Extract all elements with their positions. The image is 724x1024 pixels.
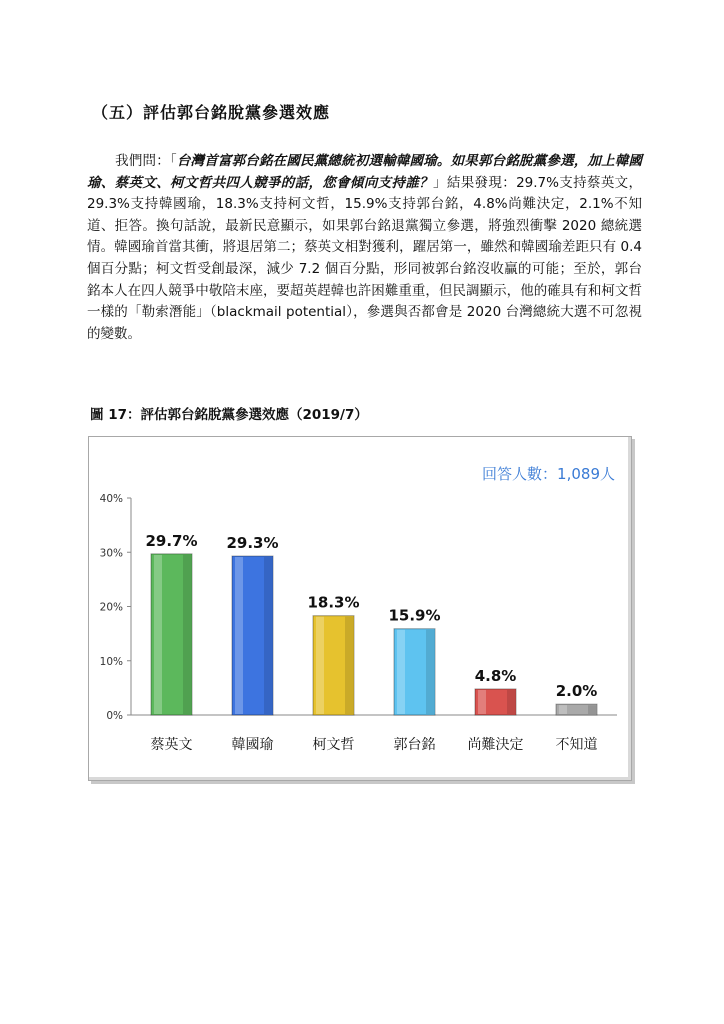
y-tick-label: 20%	[99, 601, 123, 614]
y-tick-label: 30%	[99, 547, 123, 560]
category-label: 尚難決定	[467, 737, 524, 753]
y-tick-label: 40%	[99, 493, 123, 505]
category-label: 韓國瑜	[231, 737, 274, 753]
section-title: （五）評估郭台銘脫黨參選效應	[92, 103, 331, 122]
category-label: 柯文哲	[312, 737, 355, 753]
bar-highlight	[478, 690, 486, 714]
bar-shade	[507, 690, 515, 714]
data-label: 2.0%	[555, 682, 598, 701]
y-tick-label: 0%	[106, 710, 123, 722]
bar-shade	[588, 705, 596, 714]
category-label: 蔡英文	[150, 737, 193, 753]
data-label: 29.7%	[145, 531, 198, 550]
bar-chart	[89, 437, 629, 777]
bar-shade	[426, 630, 434, 714]
survey-question: 台灣首富郭台銘在國民黨總統初選輸韓國瑜。如果郭台銘脫黨參選，加上韓國瑜、蔡英文、柯文哲共四人競爭的話，您會傾向支持誰？	[87, 153, 643, 191]
respondent-count: 回答人數：1,089人	[482, 465, 615, 483]
data-label: 18.3%	[307, 593, 360, 612]
data-label: 15.9%	[388, 606, 441, 625]
chart-frame	[88, 436, 632, 781]
category-label: 郭台銘	[393, 737, 436, 753]
bar-highlight	[316, 617, 324, 714]
bar-highlight	[154, 555, 162, 714]
bar-highlight	[397, 630, 405, 714]
data-label: 4.8%	[474, 666, 517, 685]
bar-highlight	[235, 557, 243, 714]
y-tick-label: 10%	[99, 655, 123, 668]
bar-highlight	[559, 705, 567, 714]
paragraph-lead: 我們問：「	[115, 153, 177, 169]
figure-title: 圖 17：評估郭台銘脫黨參選效應（2019/7）	[90, 407, 368, 423]
paragraph-body: 」結果發現：29.7%支持蔡英文，29.3%支持韓國瑜，18.3%支持柯文哲，15.9%支持郭台銘，4.8%尚難決定，2.1%不知道、拒答。換句話說，最新民意顯示，如果郭台銘退黨獨立參選，將強烈衝擊 2020 總統選情。韓國瑜首當其衝，將退居第二；蔡英文相對獲利，躍居第一，雖然和韓國瑜差距只有 0.4 個百分點；柯文哲受創最深，減少 7.2 個百分點，形同被郭台銘沒收贏的可能；至於，郭台銘本人在四人競爭中敬陪末座，要超英趕韓也許困難重重，但民調顯示，他的確具有和柯文哲一樣的「勒索潛能」（blackmail potential），參選與否都會是 2020 台灣總統大選不可忽視的變數。	[87, 174, 643, 342]
data-label: 29.3%	[226, 534, 279, 553]
bar-shade	[345, 617, 353, 714]
category-label: 不知道	[555, 737, 598, 753]
bar-shade	[183, 555, 191, 714]
body-paragraph	[87, 151, 642, 345]
bar-shade	[264, 557, 272, 714]
